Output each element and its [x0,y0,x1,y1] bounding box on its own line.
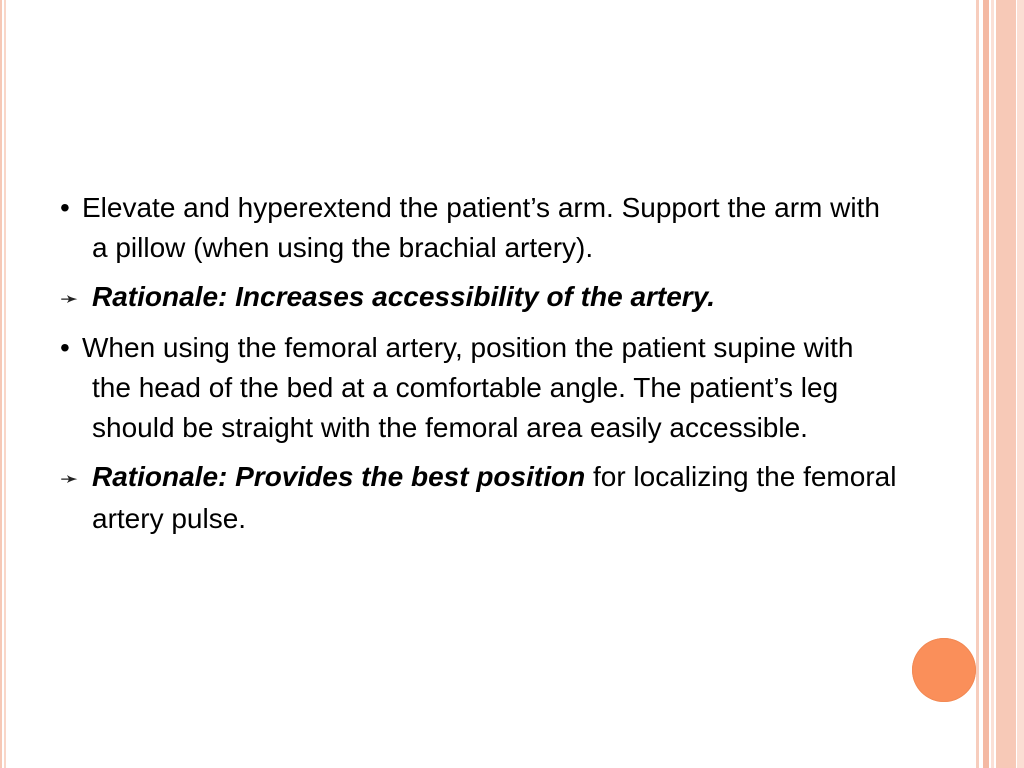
rationale-item [60,277,900,319]
bullet-item [60,188,900,268]
decorative-circle [912,638,976,702]
right-border-stripe [983,0,989,768]
rationale-text: Rationale: Increases accessibility of the artery. [92,281,716,312]
arrow-icon: ➛ [60,286,79,311]
bullet-icon: • [60,192,70,223]
rationale-rest: for localizing the femoral artery pulse. [92,461,897,534]
right-border-stripe [996,0,1016,768]
rationale-item [60,457,900,539]
left-border-stripe [4,0,6,768]
right-border-stripe [976,0,979,768]
right-border-stripe [991,0,994,768]
rationale-text: Rationale: Provides the best position [92,461,586,492]
arrow-icon: ➛ [60,466,79,491]
bullet-icon: • [60,332,70,363]
right-border-stripe [1017,0,1024,768]
bullet-item [60,328,900,448]
bullet-text: Elevate and hyperextend the patient’s arm. Support the arm with a pillow (when using the brachial artery). [82,192,880,263]
slide-body [60,188,900,548]
bullet-text: When using the femoral artery, position the patient supine with the head of the bed at a comfortable angle. The patient’s leg should be straight with the femoral area easily accessible. [82,332,854,443]
left-border-stripe [0,0,2,768]
